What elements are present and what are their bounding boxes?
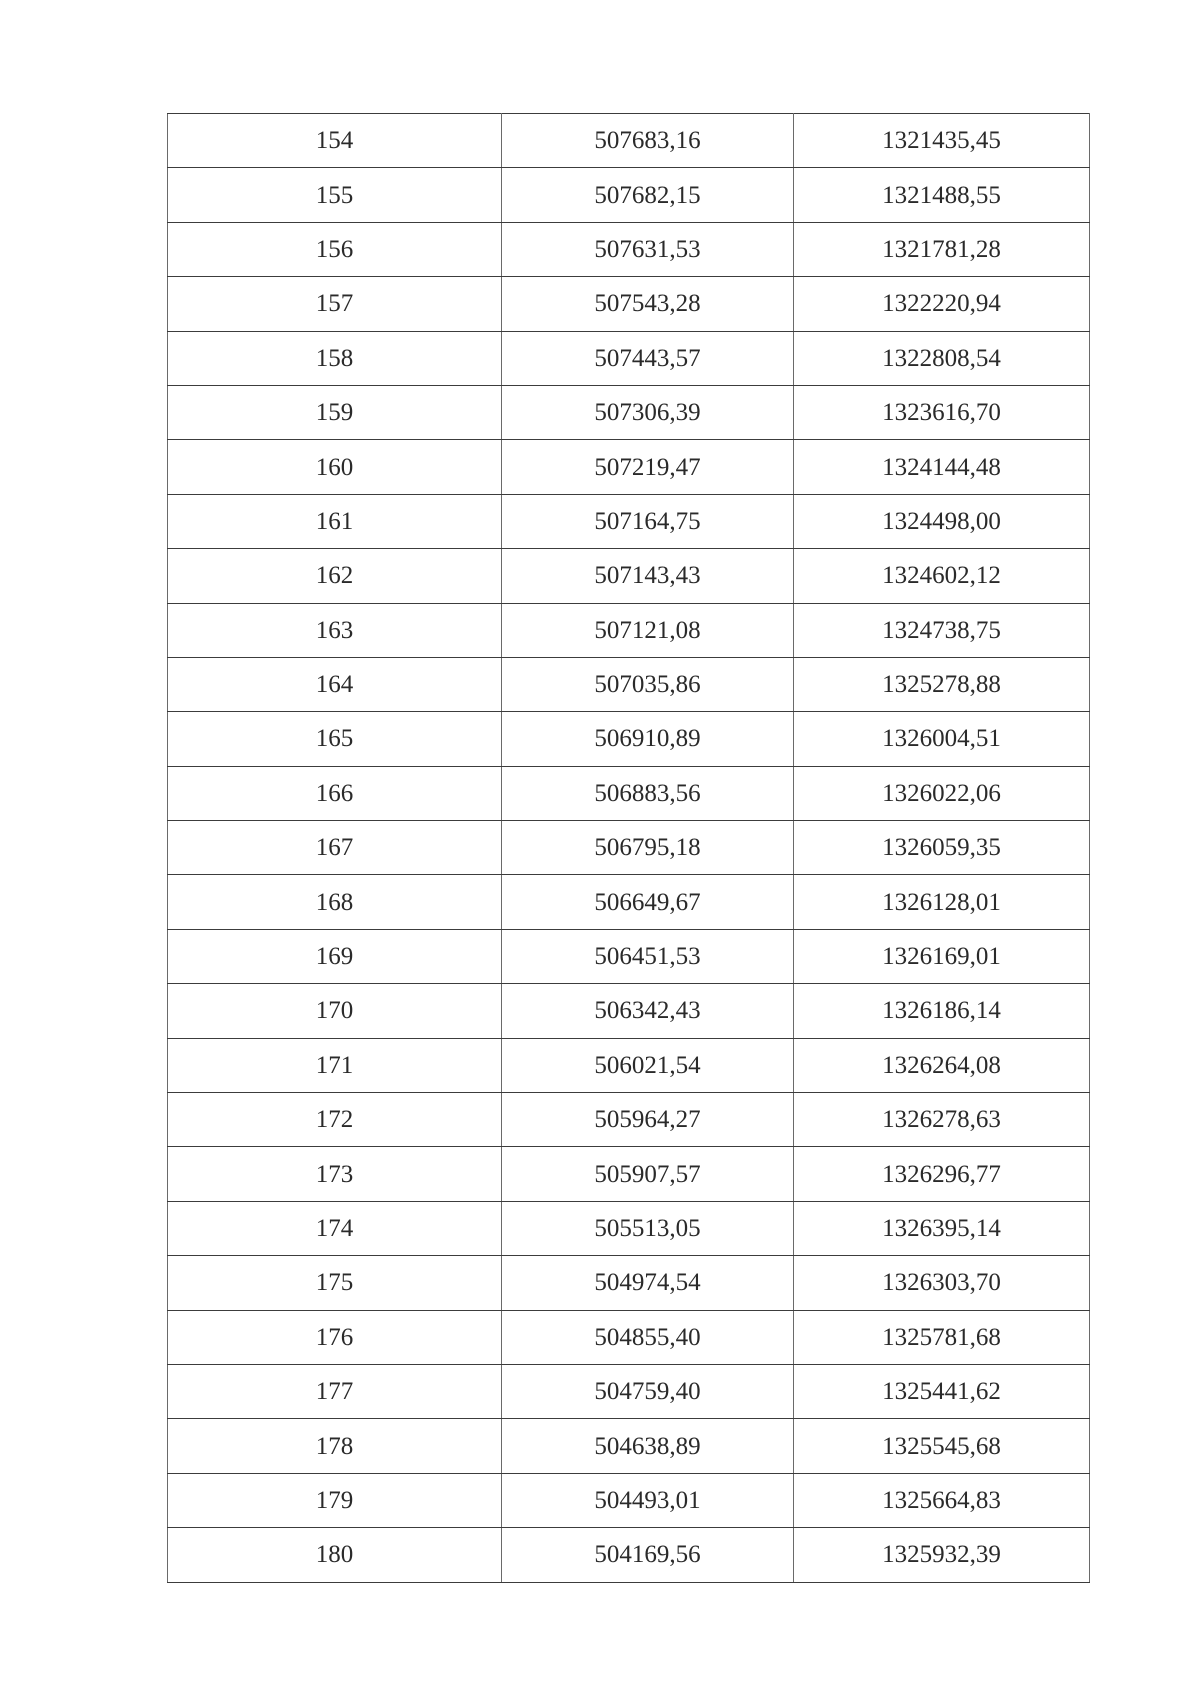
point-number-cell: 171 xyxy=(168,1038,502,1092)
point-number-cell: 168 xyxy=(168,875,502,929)
x-coordinate-cell: 507683,16 xyxy=(502,114,794,168)
x-coordinate-cell: 507631,53 xyxy=(502,222,794,276)
x-coordinate-cell: 507164,75 xyxy=(502,494,794,548)
x-coordinate-cell: 506021,54 xyxy=(502,1038,794,1092)
point-number-cell: 179 xyxy=(168,1473,502,1527)
table-row xyxy=(168,766,1090,820)
y-coordinate-cell: 1321435,45 xyxy=(794,114,1090,168)
point-number-cell: 154 xyxy=(168,114,502,168)
table-row xyxy=(168,1473,1090,1527)
x-coordinate-cell: 507543,28 xyxy=(502,277,794,331)
x-coordinate-cell: 506910,89 xyxy=(502,712,794,766)
y-coordinate-cell: 1324144,48 xyxy=(794,440,1090,494)
x-coordinate-cell: 506342,43 xyxy=(502,984,794,1038)
y-coordinate-cell: 1326186,14 xyxy=(794,984,1090,1038)
point-number-cell: 162 xyxy=(168,549,502,603)
y-coordinate-cell: 1321488,55 xyxy=(794,168,1090,222)
x-coordinate-cell: 504759,40 xyxy=(502,1364,794,1418)
table-row xyxy=(168,1038,1090,1092)
point-number-cell: 170 xyxy=(168,984,502,1038)
x-coordinate-cell: 504493,01 xyxy=(502,1473,794,1527)
table-row xyxy=(168,1147,1090,1201)
y-coordinate-cell: 1325278,88 xyxy=(794,657,1090,711)
table-row xyxy=(168,821,1090,875)
table-row xyxy=(168,440,1090,494)
point-number-cell: 158 xyxy=(168,331,502,385)
y-coordinate-cell: 1325545,68 xyxy=(794,1419,1090,1473)
y-coordinate-cell: 1326303,70 xyxy=(794,1256,1090,1310)
table-row xyxy=(168,494,1090,548)
point-number-cell: 166 xyxy=(168,766,502,820)
y-coordinate-cell: 1326059,35 xyxy=(794,821,1090,875)
y-coordinate-cell: 1325781,68 xyxy=(794,1310,1090,1364)
point-number-cell: 164 xyxy=(168,657,502,711)
table-row xyxy=(168,1419,1090,1473)
coordinates-table-body xyxy=(168,114,1090,1583)
table-row xyxy=(168,875,1090,929)
point-number-cell: 177 xyxy=(168,1364,502,1418)
table-row xyxy=(168,168,1090,222)
table-row xyxy=(168,277,1090,331)
x-coordinate-cell: 504169,56 xyxy=(502,1528,794,1582)
point-number-cell: 160 xyxy=(168,440,502,494)
table-row xyxy=(168,222,1090,276)
x-coordinate-cell: 506649,67 xyxy=(502,875,794,929)
table-row xyxy=(168,331,1090,385)
table-row xyxy=(168,984,1090,1038)
x-coordinate-cell: 506883,56 xyxy=(502,766,794,820)
y-coordinate-cell: 1325441,62 xyxy=(794,1364,1090,1418)
y-coordinate-cell: 1324498,00 xyxy=(794,494,1090,548)
y-coordinate-cell: 1323616,70 xyxy=(794,385,1090,439)
table-row xyxy=(168,549,1090,603)
y-coordinate-cell: 1326278,63 xyxy=(794,1093,1090,1147)
table-row xyxy=(168,712,1090,766)
point-number-cell: 169 xyxy=(168,929,502,983)
y-coordinate-cell: 1326022,06 xyxy=(794,766,1090,820)
x-coordinate-cell: 507143,43 xyxy=(502,549,794,603)
point-number-cell: 165 xyxy=(168,712,502,766)
y-coordinate-cell: 1326264,08 xyxy=(794,1038,1090,1092)
y-coordinate-cell: 1324602,12 xyxy=(794,549,1090,603)
x-coordinate-cell: 506451,53 xyxy=(502,929,794,983)
table-row xyxy=(168,385,1090,439)
point-number-cell: 175 xyxy=(168,1256,502,1310)
y-coordinate-cell: 1326128,01 xyxy=(794,875,1090,929)
x-coordinate-cell: 504638,89 xyxy=(502,1419,794,1473)
table-row xyxy=(168,1310,1090,1364)
y-coordinate-cell: 1322220,94 xyxy=(794,277,1090,331)
x-coordinate-cell: 505907,57 xyxy=(502,1147,794,1201)
y-coordinate-cell: 1325932,39 xyxy=(794,1528,1090,1582)
point-number-cell: 157 xyxy=(168,277,502,331)
y-coordinate-cell: 1326169,01 xyxy=(794,929,1090,983)
x-coordinate-cell: 505964,27 xyxy=(502,1093,794,1147)
point-number-cell: 156 xyxy=(168,222,502,276)
table-row xyxy=(168,1256,1090,1310)
point-number-cell: 163 xyxy=(168,603,502,657)
table-row xyxy=(168,1364,1090,1418)
y-coordinate-cell: 1325664,83 xyxy=(794,1473,1090,1527)
x-coordinate-cell: 507306,39 xyxy=(502,385,794,439)
table-row xyxy=(168,1528,1090,1582)
point-number-cell: 173 xyxy=(168,1147,502,1201)
y-coordinate-cell: 1324738,75 xyxy=(794,603,1090,657)
x-coordinate-cell: 507443,57 xyxy=(502,331,794,385)
table-row xyxy=(168,929,1090,983)
x-coordinate-cell: 507219,47 xyxy=(502,440,794,494)
point-number-cell: 176 xyxy=(168,1310,502,1364)
coordinates-table xyxy=(167,113,1090,1583)
x-coordinate-cell: 507035,86 xyxy=(502,657,794,711)
x-coordinate-cell: 505513,05 xyxy=(502,1201,794,1255)
y-coordinate-cell: 1326004,51 xyxy=(794,712,1090,766)
table-row xyxy=(168,114,1090,168)
x-coordinate-cell: 507121,08 xyxy=(502,603,794,657)
point-number-cell: 161 xyxy=(168,494,502,548)
y-coordinate-cell: 1322808,54 xyxy=(794,331,1090,385)
x-coordinate-cell: 504855,40 xyxy=(502,1310,794,1364)
x-coordinate-cell: 506795,18 xyxy=(502,821,794,875)
y-coordinate-cell: 1326296,77 xyxy=(794,1147,1090,1201)
table-row xyxy=(168,657,1090,711)
y-coordinate-cell: 1321781,28 xyxy=(794,222,1090,276)
x-coordinate-cell: 507682,15 xyxy=(502,168,794,222)
point-number-cell: 172 xyxy=(168,1093,502,1147)
point-number-cell: 159 xyxy=(168,385,502,439)
table-row xyxy=(168,1093,1090,1147)
table-row xyxy=(168,603,1090,657)
point-number-cell: 178 xyxy=(168,1419,502,1473)
y-coordinate-cell: 1326395,14 xyxy=(794,1201,1090,1255)
table-row xyxy=(168,1201,1090,1255)
point-number-cell: 180 xyxy=(168,1528,502,1582)
point-number-cell: 174 xyxy=(168,1201,502,1255)
x-coordinate-cell: 504974,54 xyxy=(502,1256,794,1310)
point-number-cell: 167 xyxy=(168,821,502,875)
point-number-cell: 155 xyxy=(168,168,502,222)
